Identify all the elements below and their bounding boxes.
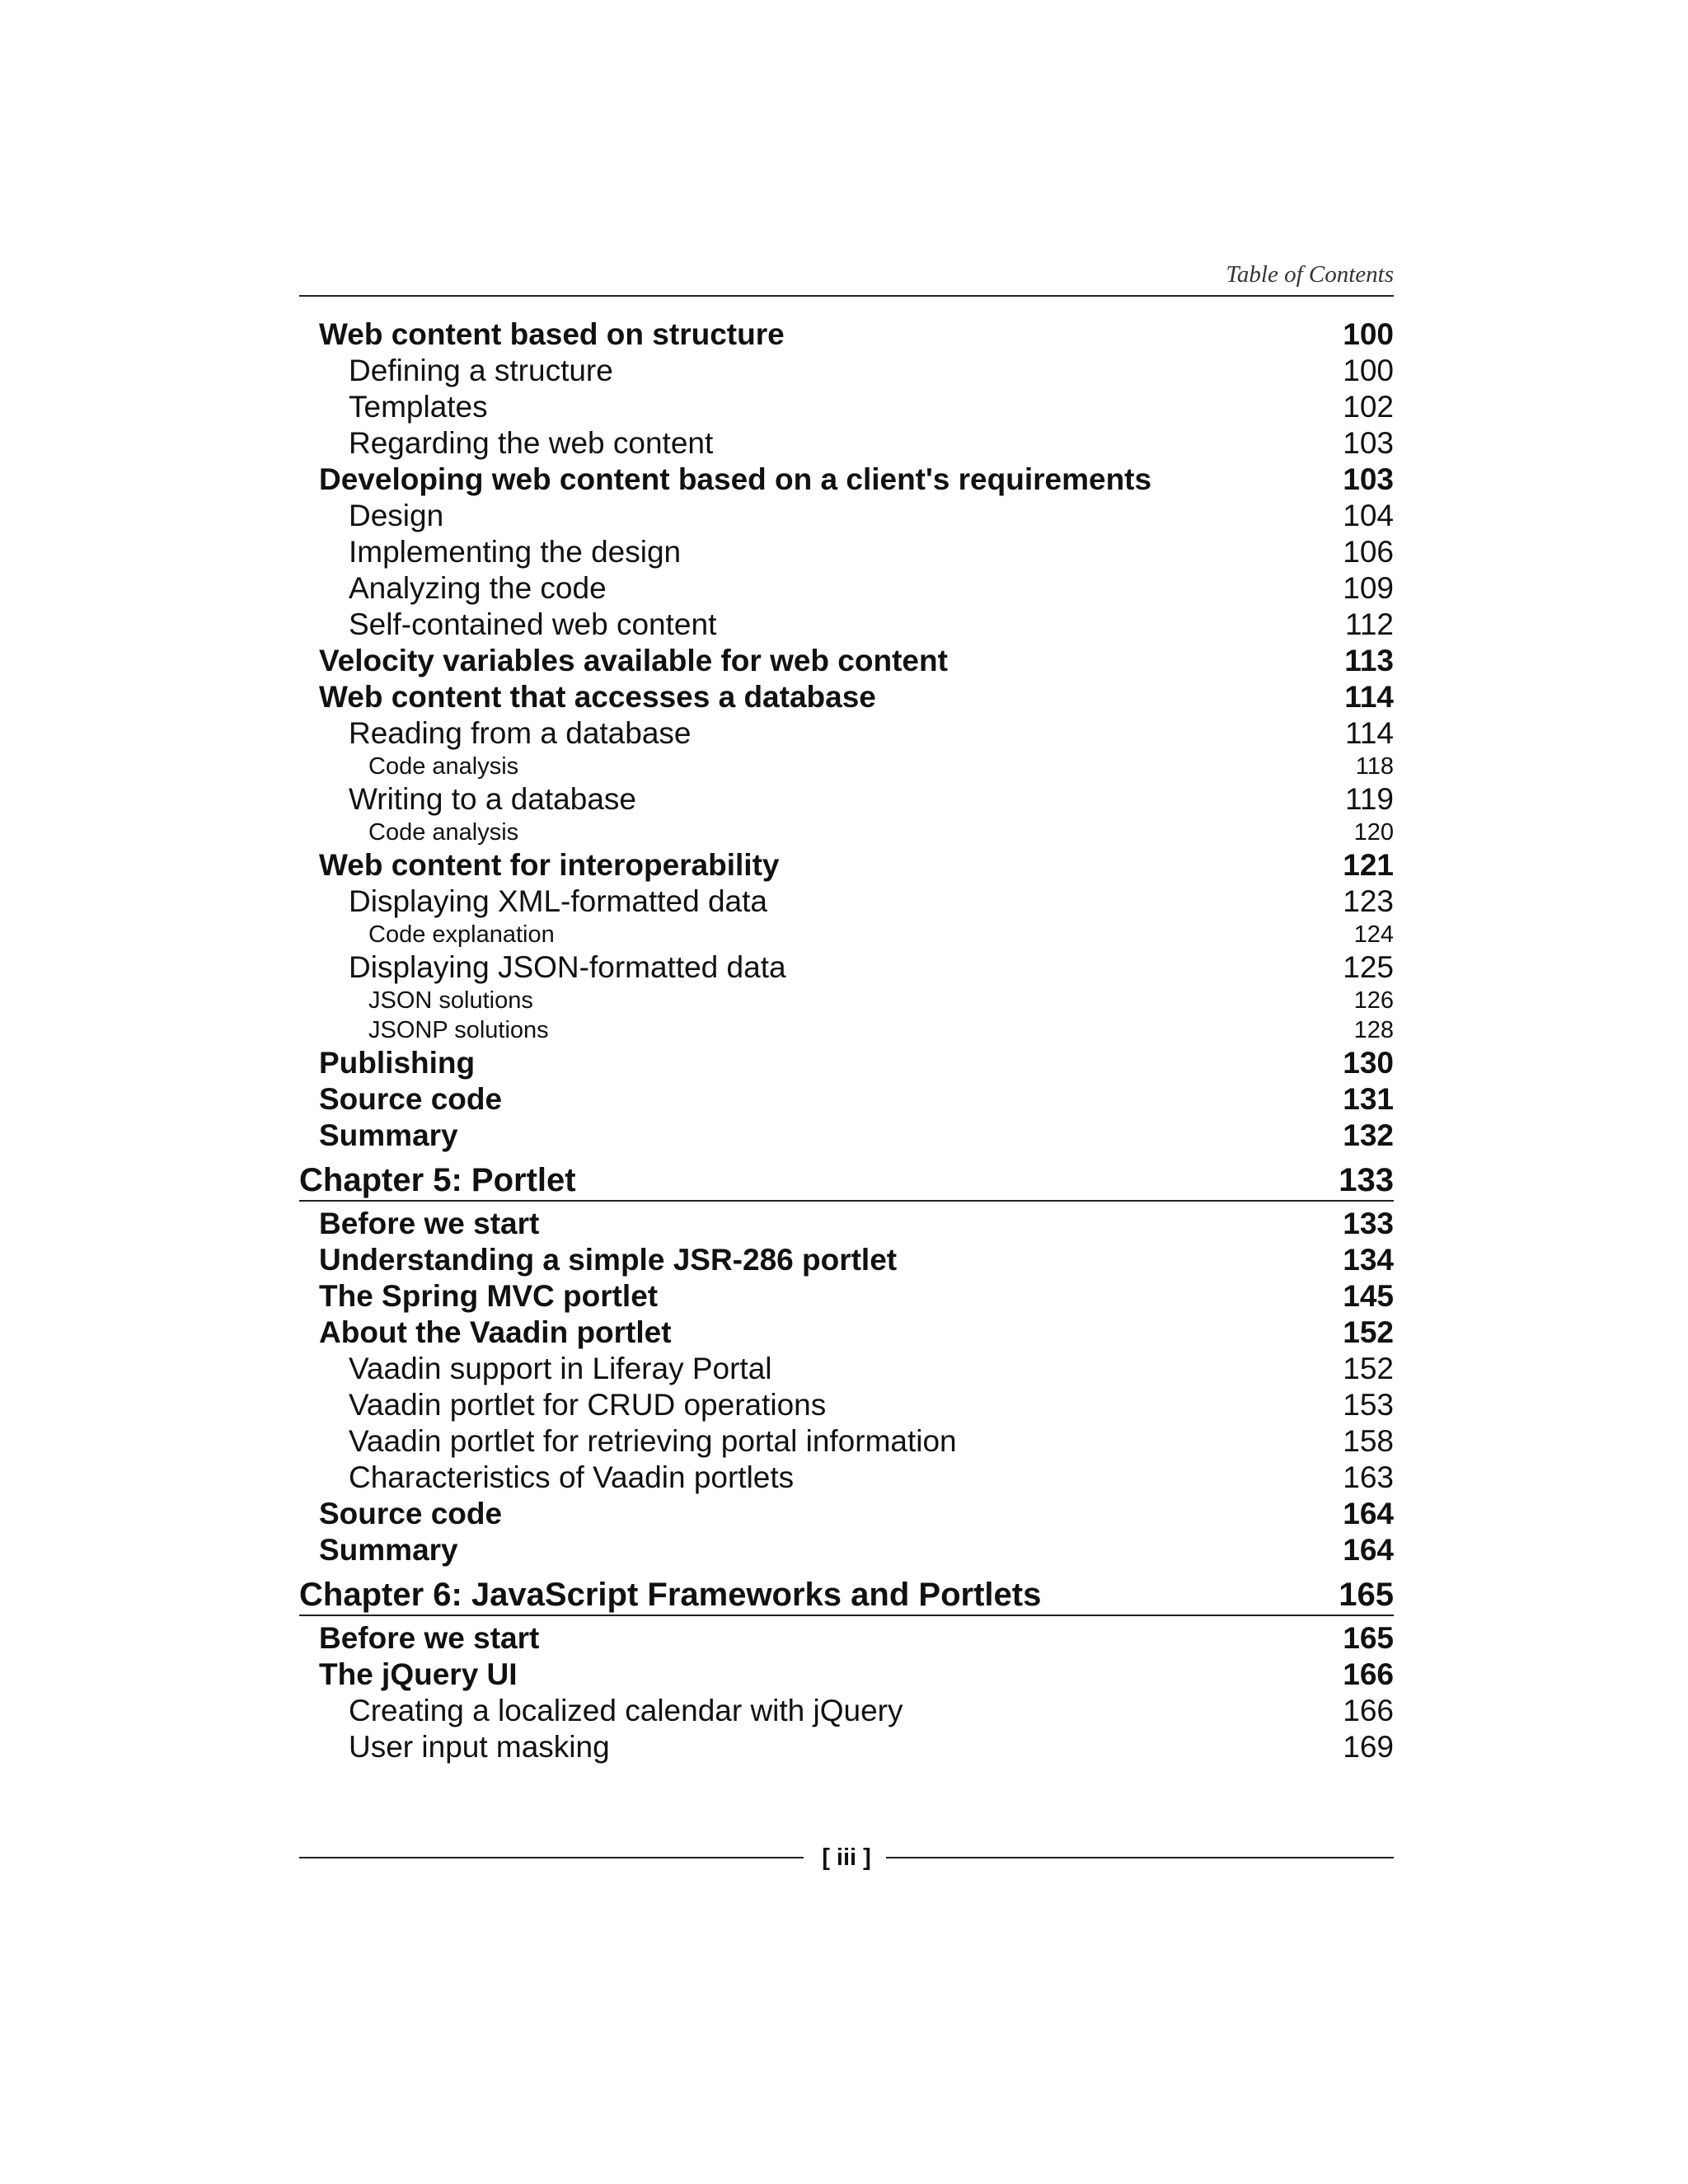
toc-entry-section	[299, 1532, 1394, 1568]
toc-entry-page: 118	[1355, 753, 1394, 780]
toc-entry-page: 153	[1343, 1388, 1394, 1422]
toc-entry-title: Before we start	[319, 1207, 540, 1240]
toc-entry-page: 103	[1343, 426, 1394, 460]
page-number: [ iii ]	[822, 1844, 871, 1871]
toc-entry-section	[299, 1081, 1394, 1118]
toc-entry-page: 123	[1343, 884, 1394, 918]
toc-entry-title: Before we start	[319, 1621, 540, 1655]
toc-entry-page: 120	[1353, 819, 1394, 846]
toc-entry-title: Reading from a database	[349, 716, 692, 750]
toc-entry-page: 164	[1343, 1533, 1394, 1567]
toc-entry-title: Design	[349, 499, 444, 532]
toc-entry-title: Writing to a database	[349, 782, 636, 816]
toc-entry-section	[299, 1496, 1394, 1532]
toc-entry-page: 165	[1339, 1577, 1394, 1613]
toc-entry-page: 102	[1343, 390, 1394, 424]
toc-entry-sub	[299, 425, 1394, 462]
toc-entry-section	[299, 1118, 1394, 1154]
toc-entry-title: The jQuery UI	[319, 1657, 518, 1691]
toc-entry-title: Understanding a simple JSR-286 portlet	[319, 1243, 898, 1277]
toc-entry-title: Defining a structure	[349, 354, 613, 387]
toc-entry-page: 134	[1343, 1243, 1394, 1277]
toc-entry-page: 128	[1353, 1017, 1394, 1043]
toc-entry-subsub	[299, 1015, 1394, 1045]
toc-entry-sub	[299, 1387, 1394, 1423]
toc-entry-title: Source code	[319, 1082, 503, 1116]
toc-entry-section	[299, 847, 1394, 883]
footer-rule-right	[886, 1857, 1394, 1858]
toc-entry-section	[299, 316, 1394, 353]
toc-entry-title: Displaying XML-formatted data	[349, 884, 767, 918]
toc-entry-page: 130	[1343, 1046, 1394, 1080]
toc-entry-page: 119	[1345, 782, 1394, 816]
toc-entry-page: 169	[1343, 1730, 1394, 1764]
toc-entry-page: 133	[1343, 1207, 1394, 1240]
toc-entry-page: 152	[1343, 1315, 1394, 1349]
toc-entry-title: Publishing	[319, 1046, 476, 1080]
toc-entry-page: 103	[1343, 462, 1394, 496]
toc-entry-title: Developing web content based on a client's requirements	[319, 462, 1152, 496]
toc-entry-sub	[299, 1693, 1394, 1729]
toc-entry-chapter	[299, 1160, 1394, 1202]
toc-entry-page: 112	[1345, 607, 1394, 641]
toc-entry-page: 124	[1353, 921, 1394, 948]
toc-entry-page: 164	[1343, 1497, 1394, 1530]
toc-entry-page: 132	[1343, 1118, 1394, 1152]
toc-entry-title: JSON solutions	[368, 987, 533, 1014]
toc-entry-sub	[299, 781, 1394, 818]
toc-entry-page: 133	[1339, 1162, 1394, 1198]
toc-entry-sub	[299, 949, 1394, 986]
toc-entry-page: 100	[1343, 317, 1394, 351]
toc-entry-title: Code analysis	[368, 819, 519, 846]
toc-entry-section	[299, 1620, 1394, 1657]
toc-entry-title: Vaadin portlet for CRUD operations	[349, 1388, 827, 1422]
toc-entry-subsub	[299, 986, 1394, 1015]
toc-entry-title: Web content for interoperability	[319, 848, 780, 882]
toc-entry-title: Summary	[319, 1533, 458, 1567]
toc-entry-section	[299, 1242, 1394, 1278]
toc-entry-page: 152	[1343, 1352, 1394, 1385]
toc-entry-sub	[299, 534, 1394, 570]
toc-entry-page: 165	[1343, 1621, 1394, 1655]
running-header	[299, 260, 1394, 297]
toc-entry-page: 166	[1343, 1657, 1394, 1691]
toc-entry-section	[299, 1278, 1394, 1315]
toc-entry-title: Vaadin support in Liferay Portal	[349, 1352, 772, 1385]
toc-entry-title: Chapter 6: JavaScript Frameworks and Portlets	[299, 1577, 1042, 1613]
toc-entry-page: 114	[1344, 680, 1394, 714]
toc-entry-page: 126	[1353, 987, 1394, 1014]
toc-entry-section	[299, 679, 1394, 715]
toc-entry-title: Vaadin portlet for retrieving portal information	[349, 1424, 957, 1458]
toc-entry-section	[299, 1315, 1394, 1351]
toc-entry-sub	[299, 353, 1394, 389]
toc-entry-section	[299, 1206, 1394, 1242]
toc-entry-page: 125	[1343, 950, 1394, 984]
toc-entry-page: 121	[1343, 848, 1394, 882]
toc-entry-title: Regarding the web content	[349, 426, 714, 460]
toc-entry-page: 158	[1343, 1424, 1394, 1458]
toc-entry-title: Web content that accesses a database	[319, 680, 876, 714]
toc-entry-title: JSONP solutions	[368, 1017, 549, 1043]
toc-entry-sub	[299, 715, 1394, 752]
toc-entry-page: 166	[1343, 1694, 1394, 1727]
toc-entry-title: User input masking	[349, 1730, 610, 1764]
toc-entry-sub	[299, 1460, 1394, 1496]
toc-entry-page: 114	[1345, 716, 1394, 750]
toc-entry-sub	[299, 883, 1394, 920]
toc-entry-section	[299, 643, 1394, 679]
toc-entry-section	[299, 1045, 1394, 1081]
toc-entry-section	[299, 1657, 1394, 1693]
table-of-contents	[299, 316, 1394, 1765]
toc-entry-subsub	[299, 920, 1394, 949]
toc-entry-page: 145	[1343, 1279, 1394, 1313]
toc-entry-title: Chapter 5: Portlet	[299, 1162, 576, 1198]
toc-entry-sub	[299, 570, 1394, 607]
toc-entry-page: 104	[1343, 499, 1394, 532]
toc-entry-page: 109	[1343, 571, 1394, 605]
toc-entry-section	[299, 462, 1394, 498]
toc-entry-title: Creating a localized calendar with jQuery	[349, 1694, 903, 1727]
toc-entry-sub	[299, 607, 1394, 643]
page-footer	[299, 1840, 1394, 1876]
toc-entry-title: About the Vaadin portlet	[319, 1315, 672, 1349]
toc-entry-sub	[299, 1351, 1394, 1387]
toc-entry-title: Self-contained web content	[349, 607, 717, 641]
toc-entry-sub	[299, 498, 1394, 534]
running-header-title: Table of Contents	[1226, 261, 1394, 288]
toc-entry-title: Code analysis	[368, 753, 519, 780]
toc-entry-subsub	[299, 752, 1394, 781]
toc-entry-title: Displaying JSON-formatted data	[349, 950, 786, 984]
toc-entry-chapter	[299, 1575, 1394, 1616]
toc-entry-subsub	[299, 818, 1394, 847]
toc-entry-title: Characteristics of Vaadin portlets	[349, 1460, 795, 1494]
toc-entry-page: 106	[1343, 535, 1394, 569]
toc-entry-page: 131	[1343, 1082, 1394, 1116]
toc-entry-sub	[299, 1423, 1394, 1460]
toc-entry-title: Web content based on structure	[319, 317, 785, 351]
toc-entry-title: Summary	[319, 1118, 458, 1152]
toc-entry-title: Code explanation	[368, 921, 555, 948]
toc-entry-title: The Spring MVC portlet	[319, 1279, 659, 1313]
toc-entry-title: Source code	[319, 1497, 503, 1530]
toc-entry-page: 163	[1343, 1460, 1394, 1494]
toc-entry-title: Analyzing the code	[349, 571, 607, 605]
toc-entry-sub	[299, 1729, 1394, 1765]
toc-entry-title: Velocity variables available for web content	[319, 644, 948, 677]
toc-entry-page: 100	[1343, 354, 1394, 387]
toc-entry-title: Templates	[349, 390, 488, 424]
toc-entry-sub	[299, 389, 1394, 425]
toc-entry-page: 113	[1344, 644, 1394, 677]
toc-entry-title: Implementing the design	[349, 535, 682, 569]
